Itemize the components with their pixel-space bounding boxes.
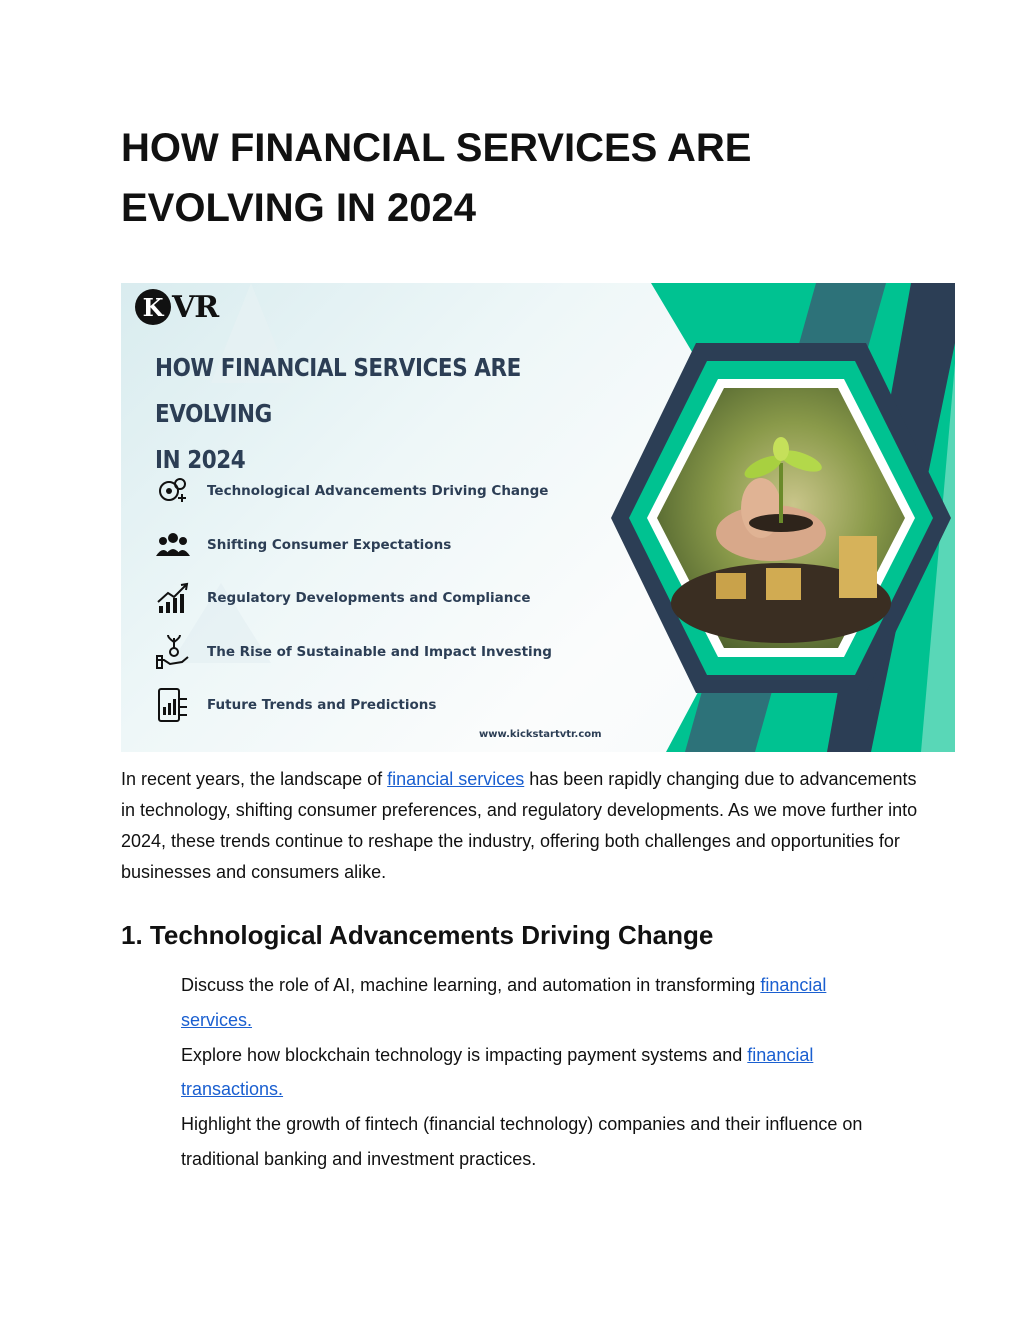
section-heading: 1. Technological Advancements Driving Change	[121, 920, 714, 950]
banner-topic-item	[153, 634, 623, 670]
banner-topic-label: The Rise of Sustainable and Impact Investing	[207, 643, 552, 660]
banner-heading-line2: IN 2024	[155, 445, 246, 474]
banner-topic-list	[153, 473, 623, 741]
financial-services-link[interactable]: financial services.	[181, 975, 827, 1030]
banner-topic-label: Technological Advancements Driving Change	[207, 483, 549, 499]
financial-services-link[interactable]: financial services	[387, 769, 525, 789]
banner-topic-label: Shifting Consumer Expectations	[207, 536, 452, 553]
intro-paragraph	[121, 764, 921, 888]
kvr-logo	[135, 289, 218, 325]
bullet-text: Explore how blockchain technology is impacting payment systems and	[181, 1044, 748, 1065]
banner-heading-line1: HOW FINANCIAL SERVICES ARE EVOLVING	[155, 353, 521, 428]
section-bullet-list	[181, 968, 901, 1177]
logo-k-circle: K	[135, 289, 171, 325]
bullet-text: Highlight the growth of fintech (financial technology) companies and their influence on traditional banking and investment practices.	[181, 1114, 863, 1169]
mobile-chart-icon	[153, 687, 193, 723]
banner-topic-label: Future Trends and Predictions	[207, 697, 437, 713]
banner-heading	[155, 345, 559, 483]
intro-text-after: has been rapidly changing due to advancements in technology, shifting consumer preferences, and regulatory developments. As we move further into 2024, these trends continue to reshape the industry, offering both challenges and opportunities for businesses and consumers alike.	[121, 769, 918, 882]
bullet-item	[181, 1107, 901, 1177]
banner-topic-item	[153, 527, 623, 563]
intro-text-before: In recent years, the landscape of	[121, 769, 388, 789]
hand-plant-icon	[153, 634, 193, 670]
growth-chart-icon	[153, 580, 193, 616]
banner-topic-item	[153, 580, 623, 616]
bullet-text: Discuss the role of AI, machine learning, and automation in transforming	[181, 975, 761, 995]
bullet-item	[181, 968, 901, 1038]
bullet-item	[181, 1038, 901, 1108]
page-title: HOW FINANCIAL SERVICES ARE EVOLVING IN 2024	[121, 126, 752, 230]
logo-vr-text: VR	[172, 289, 219, 325]
article-banner-image	[121, 283, 955, 752]
banner-website-url: www.kickstartvtr.com	[479, 729, 602, 740]
financial-transactions-link[interactable]: financial transactions.	[181, 1044, 814, 1100]
banner-topic-item	[153, 687, 623, 723]
gear-brain-icon	[153, 473, 193, 509]
banner-topic-label: Regulatory Developments and Compliance	[207, 590, 531, 606]
banner-topic-item	[153, 473, 623, 509]
people-group-icon	[153, 527, 193, 563]
